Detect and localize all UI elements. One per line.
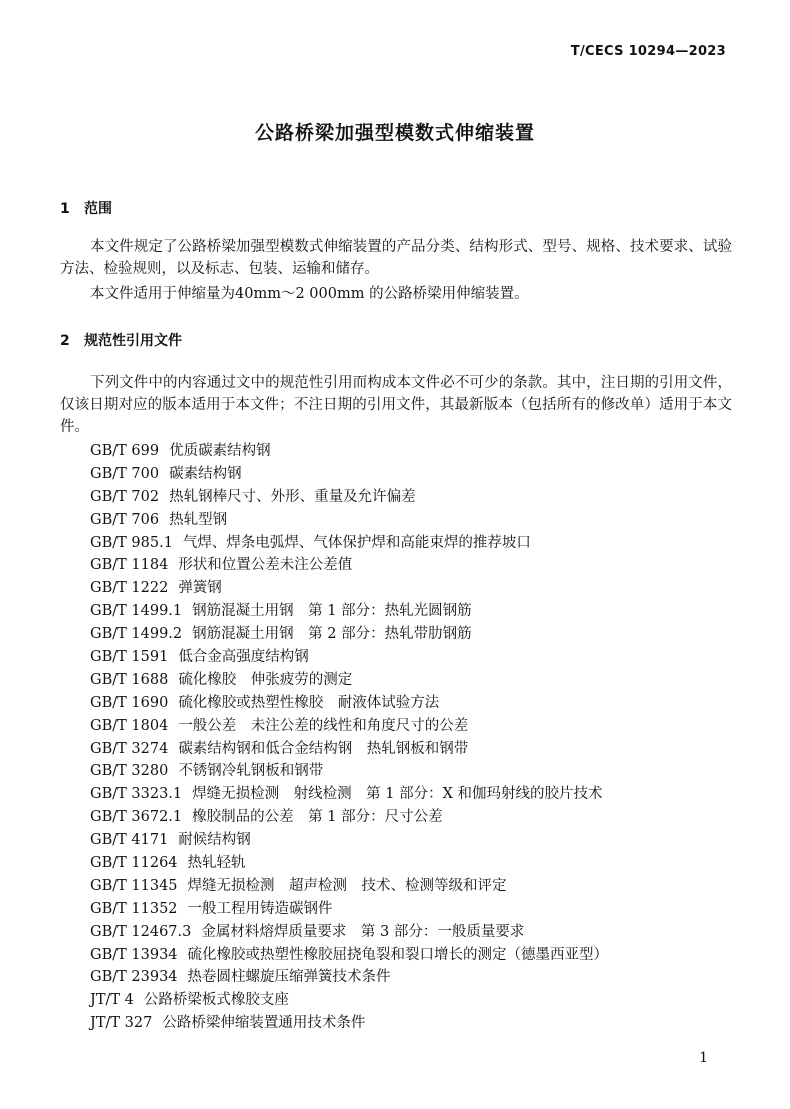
reference-title: 硫化橡胶 伸张疲劳的测定: [178, 671, 353, 688]
section-title: 规范性引用文件: [84, 333, 182, 349]
reference-title: 公路桥梁板式橡胶支座: [143, 992, 289, 1009]
reference-item: [90, 944, 608, 967]
reference-code: GB/T 1690: [90, 694, 169, 711]
reference-item: [90, 509, 608, 532]
reference-title: 低合金高强度结构钢: [178, 649, 309, 666]
reference-item: [90, 806, 608, 829]
reference-code: GB/T 985.1: [90, 534, 173, 551]
reference-code: JT/T 4: [90, 992, 134, 1009]
reference-title: 一般工程用铸造碳钢件: [187, 900, 333, 917]
scope-applicability-paragraph: 本文件适用于伸缩量为40mm～2 000mm 的公路桥梁用伸缩装置。: [90, 286, 529, 302]
reference-code: GB/T 1222: [90, 580, 169, 597]
reference-code: GB/T 3672.1: [90, 809, 183, 826]
reference-item: [90, 829, 608, 852]
reference-title: 耐候结构钢: [178, 832, 251, 849]
reference-item: [90, 1012, 608, 1035]
reference-code: GB/T 13934: [90, 946, 178, 963]
reference-item: [90, 715, 608, 738]
reference-item: [90, 646, 608, 669]
section-heading-normative-references: [60, 330, 182, 350]
reference-item: [90, 989, 608, 1012]
reference-title: 橡胶制品的公差 第 1 部分：尺寸公差: [192, 809, 443, 826]
reference-title: 气焊、焊条电弧焊、气体保护焊和高能束焊的推荐坡口: [182, 534, 531, 551]
standard-number: T/CECS 10294—2023: [570, 44, 726, 59]
reference-list: [90, 440, 608, 1035]
reference-item: [90, 966, 608, 989]
reference-code: GB/T 11352: [90, 900, 178, 917]
reference-item: [90, 554, 608, 577]
reference-code: GB/T 1591: [90, 649, 169, 666]
reference-title: 钢筋混凝土用钢 第 2 部分：热轧带肋钢筋: [192, 626, 472, 643]
reference-code: GB/T 3323.1: [90, 786, 183, 803]
reference-item: [90, 486, 608, 509]
reference-item: [90, 921, 608, 944]
section-title: 范围: [84, 201, 112, 217]
reference-code: GB/T 1804: [90, 717, 169, 734]
reference-title: 硫化橡胶或热塑性橡胶屈挠龟裂和裂口增长的测定（德墨西亚型）: [187, 946, 609, 963]
reference-code: GB/T 700: [90, 465, 160, 482]
reference-item: [90, 738, 608, 761]
reference-title: 热轧轻轨: [187, 855, 246, 872]
reference-item: [90, 600, 608, 623]
reference-item: [90, 577, 608, 600]
reference-code: GB/T 11264: [90, 855, 178, 872]
reference-title: 弹簧钢: [178, 580, 222, 597]
section-number: 1: [60, 201, 70, 217]
page-number: 1: [699, 1050, 708, 1066]
reference-title: 钢筋混凝土用钢 第 1 部分：热轧光圆钢筋: [192, 603, 472, 620]
reference-title: 焊缝无损检测 超声检测 技术、检测等级和评定: [187, 877, 507, 894]
reference-title: 碳素结构钢和低合金结构钢 热轧钢板和钢带: [178, 740, 469, 757]
reference-code: GB/T 3280: [90, 763, 169, 780]
references-intro-paragraph: 下列文件中的内容通过文中的规范性引用而构成本文件必不可少的条款。其中，注日期的引用文件，仅该日期对应的版本适用于本文件；不注日期的引用文件，其最新版本（包括所有的修改单）适用于本文件。: [60, 375, 732, 435]
reference-title: 热轧型钢: [169, 511, 228, 528]
reference-item: [90, 692, 608, 715]
document-title: 公路桥梁加强型模数式伸缩装置: [254, 122, 535, 144]
reference-title: 形状和位置公差未注公差值: [178, 557, 353, 574]
reference-code: JT/T 327: [90, 1015, 153, 1032]
reference-title: 不锈钢冷轧钢板和钢带: [178, 763, 324, 780]
scope-paragraph: 本文件规定了公路桥梁加强型模数式伸缩装置的产品分类、结构形式、型号、规格、技术要求、试验方法、检验规则，以及标志、包装、运输和储存。: [60, 239, 732, 277]
section-heading-scope: [60, 198, 112, 218]
reference-item: [90, 532, 608, 555]
reference-title: 优质碳素结构钢: [169, 443, 271, 459]
reference-code: GB/T 11345: [90, 877, 178, 894]
reference-title: 热轧钢棒尺寸、外形、重量及允许偏差: [169, 488, 416, 505]
reference-item: [90, 463, 608, 486]
reference-item: [90, 440, 608, 463]
reference-code: GB/T 3274: [90, 740, 169, 757]
reference-code: GB/T 23934: [90, 969, 178, 986]
reference-item: [90, 852, 608, 875]
reference-title: 焊缝无损检测 射线检测 第 1 部分：X 和伽玛射线的胶片技术: [192, 786, 603, 803]
reference-title: 碳素结构钢: [169, 465, 242, 482]
reference-item: [90, 760, 608, 783]
reference-code: GB/T 1499.1: [90, 603, 183, 620]
reference-title: 热卷圆柱螺旋压缩弹簧技术条件: [187, 969, 391, 986]
reference-code: GB/T 1688: [90, 671, 169, 688]
section-number: 2: [60, 333, 70, 349]
reference-code: GB/T 12467.3: [90, 923, 192, 940]
reference-item: [90, 875, 608, 898]
reference-code: GB/T 702: [90, 488, 160, 505]
reference-code: GB/T 4171: [90, 832, 169, 849]
reference-code: GB/T 1184: [90, 557, 169, 574]
reference-item: [90, 669, 608, 692]
reference-title: 硫化橡胶或热塑性橡胶 耐液体试验方法: [178, 694, 440, 711]
reference-item: [90, 783, 608, 806]
reference-code: GB/T 699: [90, 443, 160, 459]
reference-title: 一般公差 未注公差的线性和角度尺寸的公差: [178, 717, 469, 734]
reference-item: [90, 898, 608, 921]
reference-item: [90, 623, 608, 646]
reference-title: 金属材料熔焊质量要求 第 3 部分：一般质量要求: [201, 923, 525, 940]
reference-title: 公路桥梁伸缩装置通用技术条件: [162, 1015, 366, 1032]
reference-code: GB/T 1499.2: [90, 626, 183, 643]
reference-code: GB/T 706: [90, 511, 160, 528]
